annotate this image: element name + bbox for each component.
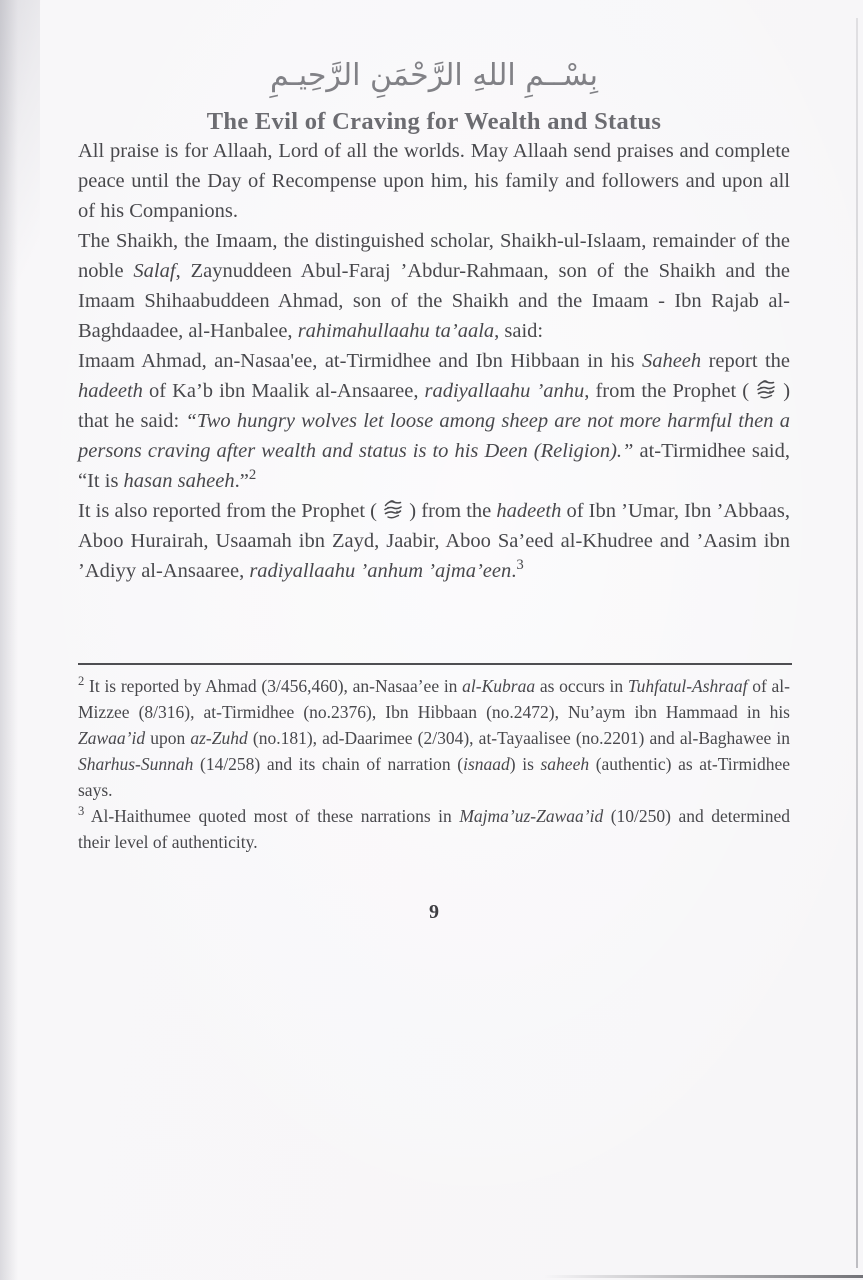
body-paragraph-3: Imaam Ahmad, an-Nasaa'ee, at-Tirmidhee and Ibn Hibbaan in his Saheeh report the hadeeth of Ka’b ibn Maalik al-Ansaaree, radiyallaahu ’anhu, from the Prophet ( ) that he said: “Two hungry wolves let loose among sheep are not more harmful then a persons craving after wealth and status is to his Deen (Religion).” at-Tirmidhee said, “It is hasan saheeh.”$^2$ bbox=[78, 350, 791, 492]
bismillah-calligraphy: بِسْــمِ اللهِ الرَّحْمَنِ الرَّحِيـمِ bbox=[270, 58, 598, 93]
body-paragraph-1: All praise is for Allaah, Lord of all the worlds. May Allaah send praises and complete peace until the Day of Recompense upon him, his family and followers and upon all of his Companions. bbox=[78, 140, 790, 222]
body-paragraph-4: It is also reported from the Prophet ( ) from the hadeeth of Ibn ’Umar, Ibn ’Abbaas, Aboo Hurairah, Usaamah ibn Zayd, Jaabir, Aboo Sa’eed al-Khudree and ’Aasim ibn ’Adiyy al-Ansaaree, radiyallaahu ’anhum ’ajma’een.$^3$ bbox=[78, 496, 790, 586]
scan-bottom-edge-line bbox=[543, 1275, 863, 1278]
prophet-seal-icon bbox=[755, 377, 777, 401]
page-title-text: The Evil of Craving for Wealth and Status bbox=[206, 108, 662, 135]
page-content bbox=[78, 0, 790, 924]
footnote-separator-rule bbox=[78, 663, 792, 665]
footnote-2: $^2$ It is reported by Ahmad (3/456,460), an-Nasaa’ee in al-Kubraa as occurs in Tuhfatul-Ashraaf of al-Mizzee (8/316), at-Tirmidhee (no.2376), Ibn Hibbaan (no.2472), Nu’aym ibn Hammaad in his Zawaa’id upon az-Zuhd (no.181), ad-Daarimee (2/304), at-Tayaalisee (no.2201) and al-Baghawee in Sharhus-Sunnah (14/258) and its chain of narration (isnaad) is saheeh (authentic) as at-Tirmidhee says. bbox=[78, 674, 790, 800]
prophet-seal-icon bbox=[382, 497, 404, 521]
page-number: 9 bbox=[429, 901, 439, 923]
page-title bbox=[78, 108, 790, 136]
scan-left-top-shadow bbox=[0, 0, 40, 460]
scan-left-edge-shadow bbox=[0, 0, 18, 1280]
footnote-3: $^3$ Al-Haithumee quoted most of these narrations in Majma’uz-Zawaa’id (10/250) and determined their level of authenticity. bbox=[78, 804, 790, 852]
scan-right-edge-line bbox=[856, 18, 858, 1268]
body-paragraph-2: The Shaikh, the Imaam, the distinguished scholar, Shaikh-ul-Islaam, remainder of the noble Salaf, Zaynuddeen Abul-Faraj ’Abdur-Rahmaan, son of the Shaikh and the Imaam Shihaabuddeen Ahmad, son of the Shaikh and the Imaam - Ibn Rajab al-Baghdaadee, al-Hanbalee, rahimahullaahu ta’aala, said: bbox=[78, 230, 790, 342]
